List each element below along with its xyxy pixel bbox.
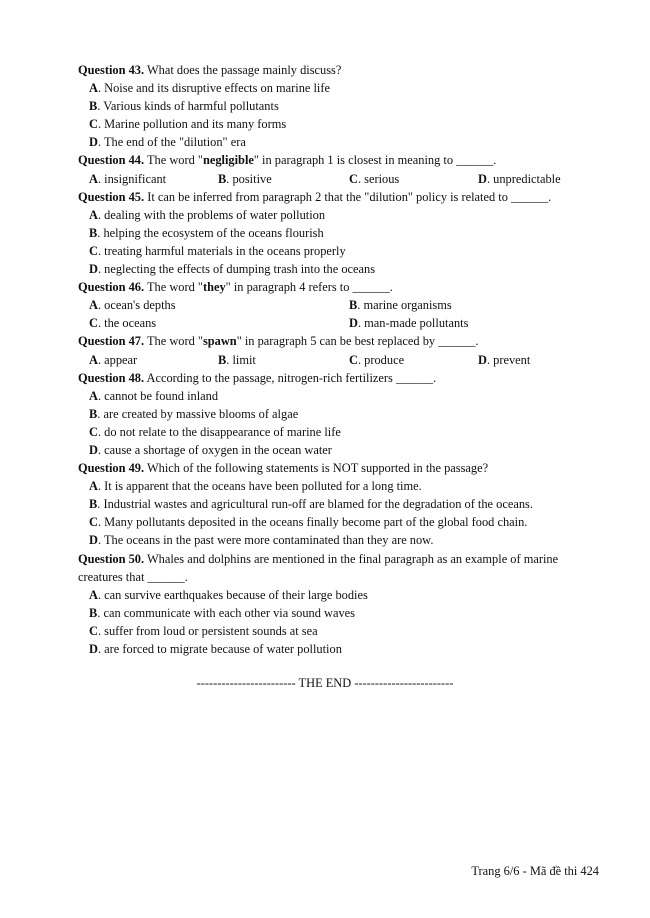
answer-option: D. The oceans in the past were more contaminated than they are now. xyxy=(89,533,434,548)
exam-questions xyxy=(78,61,598,658)
answer-option: D. are forced to migrate because of water pollution xyxy=(89,642,342,656)
answer-option: A. can survive earthquakes because of their large bodies xyxy=(89,587,368,602)
option-row xyxy=(78,242,598,260)
option-row xyxy=(78,586,598,604)
option-text: neglecting the effects of dumping trash into the oceans xyxy=(104,262,376,277)
option-row xyxy=(78,351,598,369)
option-letter: A xyxy=(89,207,98,222)
option-text: can communicate with each other via sound waves xyxy=(103,605,355,620)
answer-option: C. treating harmful materials in the oceans properly xyxy=(89,243,346,258)
option-row xyxy=(78,170,598,188)
option-row xyxy=(78,206,598,224)
option-row xyxy=(78,260,598,278)
option-row xyxy=(78,640,598,658)
option-row xyxy=(78,224,598,242)
option-letter: B xyxy=(218,352,227,367)
option-letter: C xyxy=(349,352,358,367)
option-letter: A xyxy=(89,388,98,403)
question-number: Question 49. xyxy=(78,461,145,476)
answer-option: A. Noise and its disruptive effects on marine life xyxy=(89,81,330,96)
answer-option: D. man-made pollutants xyxy=(349,316,469,331)
option-text: do not relate to the disappearance of marine life xyxy=(104,424,341,439)
question-text: The word " xyxy=(146,334,203,349)
question-text-end: " in paragraph 4 refers to ______. xyxy=(225,280,393,295)
answer-option: C. produce xyxy=(349,352,405,367)
option-letter: A xyxy=(89,352,98,367)
option-text: unpredictable xyxy=(493,171,561,186)
question-number: Question 46. xyxy=(78,280,145,295)
answer-option: C. Marine pollution and its many forms xyxy=(89,117,287,132)
answer-option: C. the oceans xyxy=(89,316,157,331)
answer-option: A. ocean's depths xyxy=(89,298,176,313)
answer-option: D. neglecting the effects of dumping trash into the oceans xyxy=(89,262,376,277)
option-row xyxy=(78,387,598,405)
option-letter: D xyxy=(478,352,487,367)
question-stem xyxy=(78,188,598,206)
answer-option: D. The end of the "dilution" era xyxy=(89,135,246,150)
question-stem xyxy=(78,61,598,79)
option-row xyxy=(78,97,598,115)
option-text: can survive earthquakes because of their large bodies xyxy=(104,587,368,602)
option-row xyxy=(78,423,598,441)
question-block xyxy=(78,369,598,459)
option-text: limit xyxy=(232,352,256,367)
option-text: appear xyxy=(104,352,138,367)
option-text: are created by massive blooms of algae xyxy=(103,406,299,421)
option-letter: D xyxy=(89,135,98,150)
answer-option: B. can communicate with each other via sound waves xyxy=(89,605,355,620)
option-row xyxy=(78,405,598,423)
question-text: The word " xyxy=(146,153,203,168)
question-number: Question 50. xyxy=(78,551,145,566)
question-number: Question 45. xyxy=(78,189,145,204)
page-footer: Trang 6/6 - Mã đề thi 424 xyxy=(471,864,599,878)
option-letter: C xyxy=(89,243,98,258)
option-row xyxy=(78,495,598,513)
option-text: are forced to migrate because of water pollution xyxy=(104,642,342,656)
option-text: dealing with the problems of water pollution xyxy=(104,207,326,222)
option-row xyxy=(78,531,598,549)
answer-option: D. unpredictable xyxy=(478,171,561,186)
option-letter: B xyxy=(89,406,98,421)
question-text: The word " xyxy=(146,280,203,295)
option-letter: A xyxy=(89,171,98,186)
question-text-end: " in paragraph 1 is closest in meaning to ______. xyxy=(253,153,497,168)
answer-option: A. insignificant xyxy=(89,171,167,186)
option-text: prevent xyxy=(493,352,531,367)
answer-option: A. appear xyxy=(89,352,138,367)
option-letter: D xyxy=(349,316,358,331)
option-text: produce xyxy=(364,352,405,367)
option-text: suffer from loud or persistent sounds at sea xyxy=(104,623,318,638)
question-stem xyxy=(78,459,598,477)
option-letter: B xyxy=(89,99,98,114)
option-row xyxy=(78,115,598,133)
option-row xyxy=(78,604,598,622)
option-text: marine organisms xyxy=(363,298,452,313)
question-keyword: negligible xyxy=(202,153,254,168)
question-keyword: spawn xyxy=(202,334,237,349)
question-text: It can be inferred from paragraph 2 that the "dilution" policy is related to ______. xyxy=(147,189,552,204)
question-block xyxy=(78,151,598,187)
option-text: cause a shortage of oxygen in the ocean water xyxy=(104,442,332,457)
option-text: man-made pollutants xyxy=(364,316,469,331)
option-text: helping the ecosystem of the oceans flourish xyxy=(103,225,324,240)
question-text: What does the passage mainly discuss? xyxy=(146,63,342,77)
question-text-continued: creatures that ______. xyxy=(78,569,188,584)
option-letter: D xyxy=(89,642,98,656)
option-row xyxy=(78,622,598,640)
option-letter: C xyxy=(349,171,358,186)
question-block xyxy=(78,188,598,278)
answer-option: A. It is apparent that the oceans have been polluted for a long time. xyxy=(89,479,422,494)
option-letter: B xyxy=(89,225,98,240)
option-row xyxy=(78,296,598,314)
answer-option: D. cause a shortage of oxygen in the ocean water xyxy=(89,442,332,457)
option-text: ocean's depths xyxy=(104,298,176,313)
answer-option: B. Industrial wastes and agricultural run-off are blamed for the degradation of the oceans. xyxy=(89,497,533,512)
answer-option: B. marine organisms xyxy=(349,298,452,313)
answer-option: B. Various kinds of harmful pollutants xyxy=(89,99,279,114)
option-letter: D xyxy=(478,171,487,186)
option-text: the oceans xyxy=(104,316,157,331)
question-stem xyxy=(78,278,598,296)
option-row xyxy=(78,441,598,459)
question-text: According to the passage, nitrogen-rich fertilizers ______. xyxy=(146,370,437,385)
option-letter: A xyxy=(89,479,98,494)
end-marker: ------------------------ THE END ------------------------ xyxy=(196,676,454,690)
answer-option: B. positive xyxy=(218,171,272,186)
option-letter: C xyxy=(89,316,98,331)
option-text: insignificant xyxy=(104,171,167,186)
question-keyword: they xyxy=(202,280,226,295)
answer-option: B. helping the ecosystem of the oceans flourish xyxy=(89,225,324,240)
question-stem xyxy=(78,332,598,350)
option-text: serious xyxy=(364,171,400,186)
option-letter: B xyxy=(218,171,227,186)
question-number: Question 44. xyxy=(78,153,145,168)
option-text: Many pollutants deposited in the oceans finally become part of the global food chain. xyxy=(104,515,528,530)
option-text: The oceans in the past were more contaminated than they are now. xyxy=(103,533,434,548)
answer-option: A. dealing with the problems of water pollution xyxy=(89,207,326,222)
option-letter: A xyxy=(89,81,98,96)
answer-option: C. serious xyxy=(349,171,400,186)
option-letter: B xyxy=(89,497,98,512)
option-letter: B xyxy=(349,298,358,313)
question-block xyxy=(78,332,598,368)
question-block xyxy=(78,459,598,549)
option-row xyxy=(78,79,598,97)
question-number: Question 48. xyxy=(78,370,145,385)
option-text: positive xyxy=(232,171,272,186)
question-text: Whales and dolphins are mentioned in the final paragraph as an example of marine xyxy=(146,551,559,566)
option-letter: A xyxy=(89,298,98,313)
option-letter: B xyxy=(89,605,98,620)
option-letter: C xyxy=(89,515,98,530)
question-block xyxy=(78,550,598,659)
option-text: Marine pollution and its many forms xyxy=(104,117,287,132)
option-row xyxy=(78,513,598,531)
answer-option: C. do not relate to the disappearance of marine life xyxy=(89,424,341,439)
option-letter: A xyxy=(89,587,98,602)
answer-option: C. suffer from loud or persistent sounds at sea xyxy=(89,623,318,638)
question-text-end: " in paragraph 5 can be best replaced by ______. xyxy=(236,334,479,349)
option-letter: D xyxy=(89,262,98,277)
option-text: treating harmful materials in the oceans properly xyxy=(104,243,346,258)
question-number: Question 47. xyxy=(78,334,145,349)
answer-option: D. prevent xyxy=(478,352,531,367)
answer-option: B. are created by massive blooms of algae xyxy=(89,406,299,421)
option-row xyxy=(78,477,598,495)
option-text: Various kinds of harmful pollutants xyxy=(103,99,279,114)
question-stem xyxy=(78,550,598,568)
option-row xyxy=(78,314,598,332)
answer-option: A. cannot be found inland xyxy=(89,388,219,403)
option-text: Industrial wastes and agricultural run-off are blamed for the degradation of the oceans. xyxy=(103,497,533,512)
question-block xyxy=(78,61,598,151)
option-text: The end of the "dilution" era xyxy=(103,135,246,150)
option-letter: D xyxy=(89,533,98,548)
option-text: Noise and its disruptive effects on marine life xyxy=(104,81,330,96)
option-letter: C xyxy=(89,117,98,132)
option-letter: C xyxy=(89,623,98,638)
option-letter: C xyxy=(89,424,98,439)
option-row xyxy=(78,133,598,151)
question-number: Question 43. xyxy=(78,63,145,77)
option-text: cannot be found inland xyxy=(104,388,219,403)
question-block xyxy=(78,278,598,332)
question-text: Which of the following statements is NOT supported in the passage? xyxy=(146,461,489,476)
question-stem xyxy=(78,369,598,387)
question-stem xyxy=(78,151,598,169)
option-letter: D xyxy=(89,442,98,457)
answer-option: C. Many pollutants deposited in the oceans finally become part of the global food chain. xyxy=(89,515,528,530)
answer-option: B. limit xyxy=(218,352,256,367)
option-text: It is apparent that the oceans have been polluted for a long time. xyxy=(104,479,422,494)
